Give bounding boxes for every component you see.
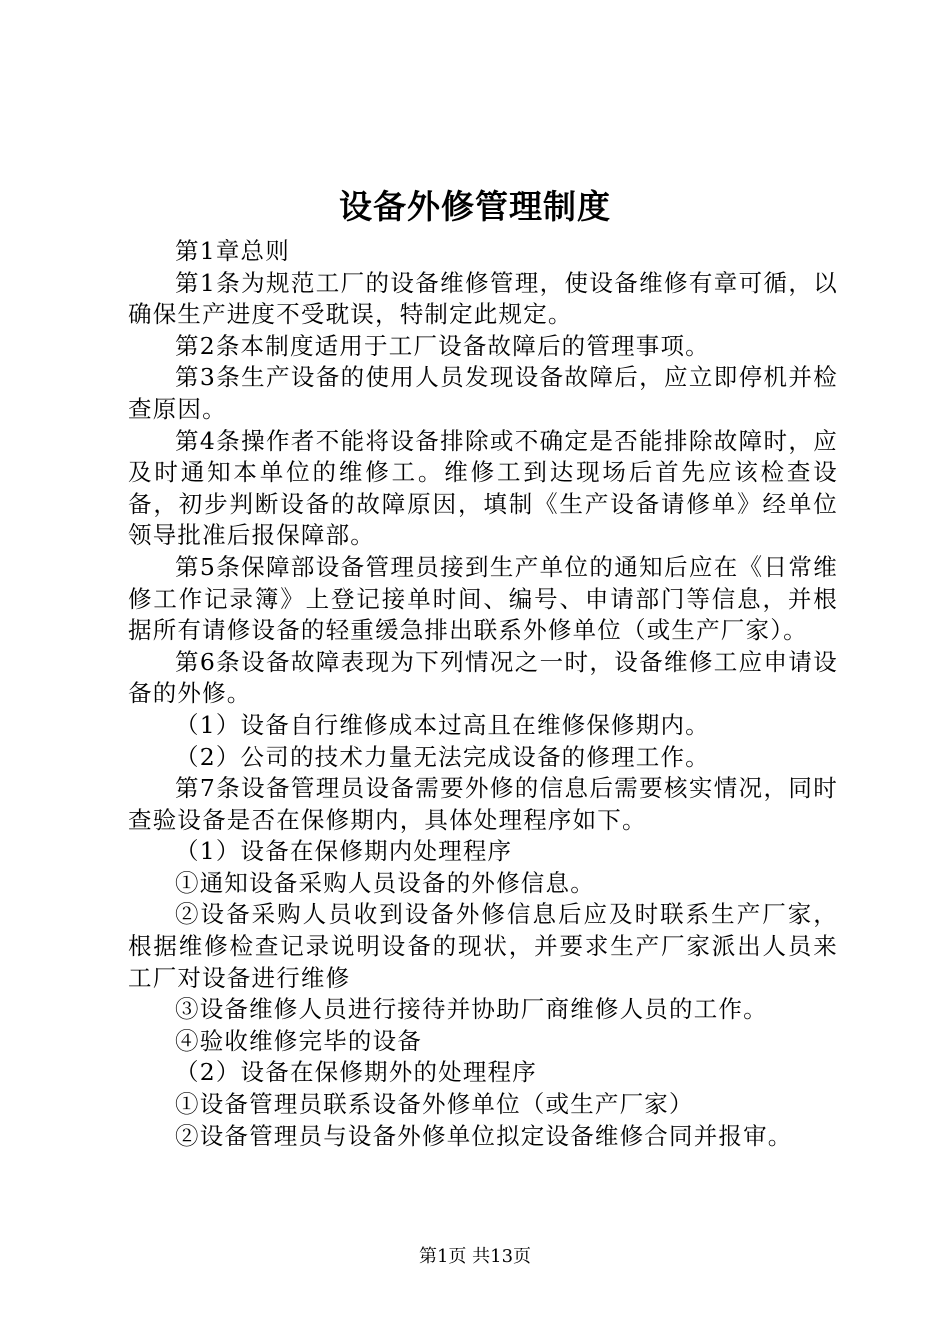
article-7-section-1: （1）设备在保修期内处理程序: [175, 837, 513, 866]
article-7-section-2-step-1: ①设备管理员联系设备外修单位（或生产厂家）: [175, 1090, 694, 1119]
article-6: 第6条设备故障表现为下列情况之一时，设备维修工应申请设备的外修。: [128, 647, 838, 708]
article-7-section-1-step-3: ③设备维修人员进行接待并协助厂商维修人员的工作。: [175, 995, 768, 1024]
chapter-heading: 第1章总则: [175, 237, 290, 265]
article-4: 第4条操作者不能将设备排除或不确定是否能排除故障时，应及时通知本单位的维修工。维修工到达现场后首先应该检查设备，初步判断设备的故障原因，填制《生产设备请修单》经单位领导批准后报保障部。: [128, 426, 838, 550]
article-7-section-2-step-2: ②设备管理员与设备外修单位拟定设备维修合同并报审。: [175, 1121, 793, 1150]
article-7: 第7条设备管理员设备需要外修的信息后需要核实情况，同时查验设备是否在保修期内，具体处理程序如下。: [128, 774, 838, 834]
article-6-item-2: （2）公司的技术力量无法完成设备的修理工作。: [175, 742, 710, 771]
article-7-section-1-step-4: ④验收维修完毕的设备: [175, 1026, 422, 1055]
page-footer: 第1页 共13页: [418, 1246, 532, 1267]
article-2: 第2条本制度适用于工厂设备故障后的管理事项。: [175, 331, 710, 360]
article-1: 第1条为规范工厂的设备维修管理，使设备维修有章可循，以确保生产进度不受耽误，特制定此规定。: [128, 268, 838, 329]
article-7-section-2: （2）设备在保修期外的处理程序: [175, 1058, 537, 1087]
article-5: 第5条保障部设备管理员接到生产单位的通知后应在《日常维修工作记录簿》上登记接单时间、编号、申请部门等信息，并根据所有请修设备的轻重缓急排出联系外修单位（或生产厂家）。: [128, 552, 838, 645]
article-6-item-1: （1）设备自行维修成本过高且在维修保修期内。: [175, 710, 710, 739]
document-title: 设备外修管理制度: [339, 187, 611, 226]
article-3: 第3条生产设备的使用人员发现设备故障后，应立即停机并检查原因。: [128, 363, 838, 423]
article-7-section-1-step-2: ②设备采购人员收到设备外修信息后应及时联系生产厂家，根据维修检查记录说明设备的现状，并要求生产厂家派出人员来工厂对设备进行维修: [128, 900, 838, 992]
article-7-section-1-step-1: ①通知设备采购人员设备的外修信息。: [175, 868, 595, 897]
document-body: [128, 236, 838, 1152]
